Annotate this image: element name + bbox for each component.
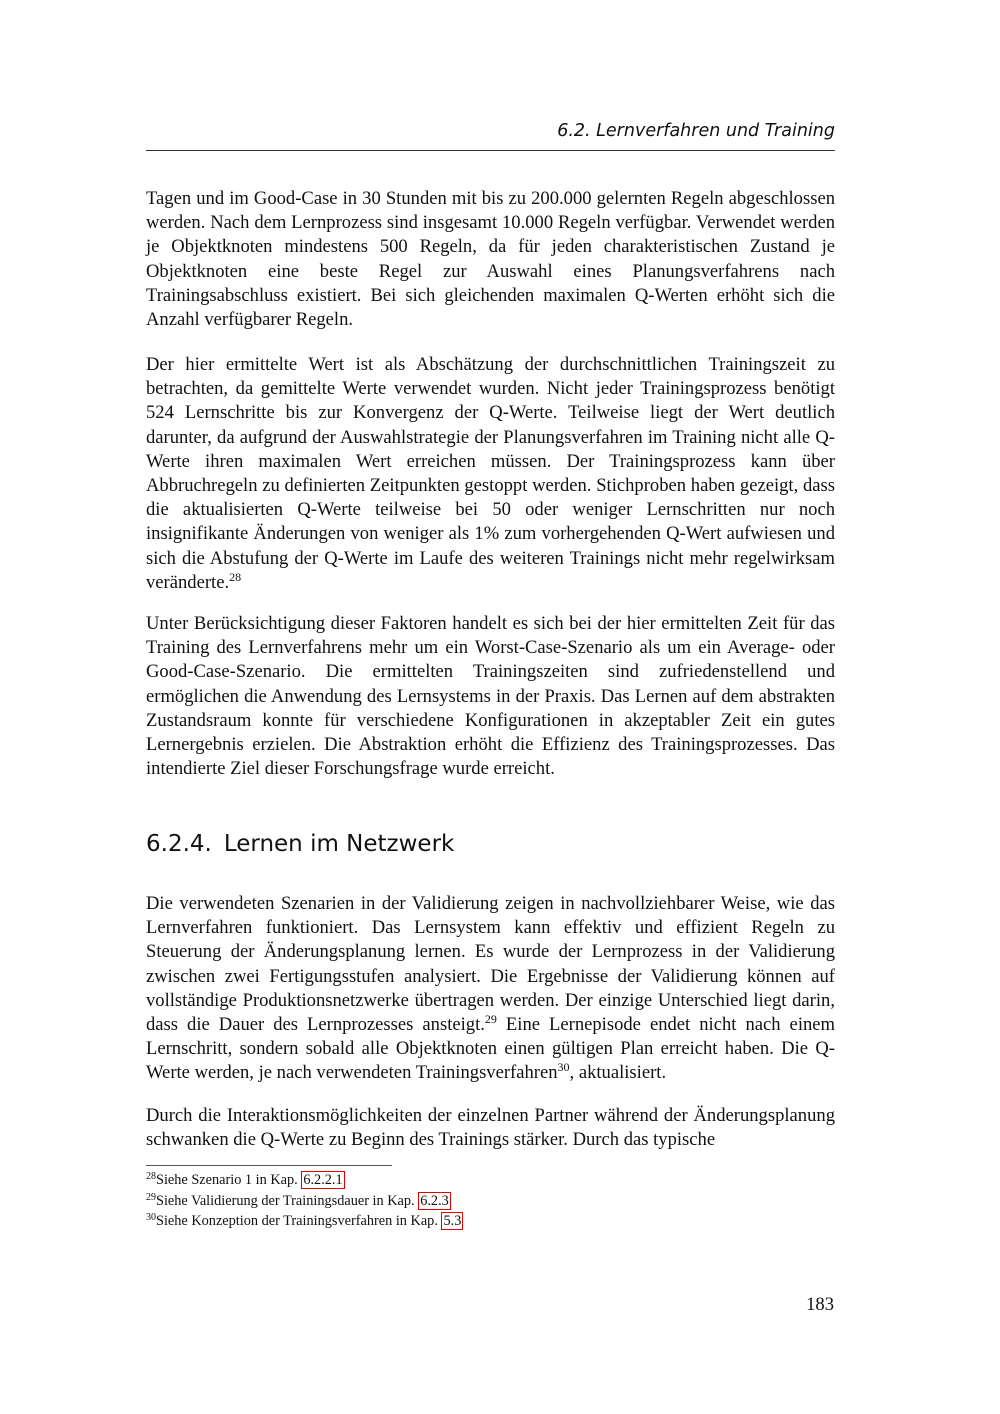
footnote-mark-29[interactable]: 29: [484, 1012, 497, 1027]
paragraph-5: [146, 1104, 835, 1152]
section-number: 6.2.4.: [146, 831, 212, 857]
footnote-28: [146, 1170, 835, 1191]
paragraph-4: [146, 892, 835, 1086]
paragraph-text: Unter Berücksichtigung dieser Faktoren handelt es sich bei der hier ermittelten Zeit für das Training des Lernverfahrens mehr um ein Worst-Case-Szenario als um ein Average- oder Good-Case-Szenario. Die ermittelten Trainingszeiten sind zufriedenstellend und ermöglichen die Anwendung des Lernsystems in der Praxis. Das Lernen auf dem abstrakten Zustandsraum konnte für verschiedene Konfigurationen in akzeptabler Zeit ein gutes Lernergebnis erzielen. Die Abstraktion erhöht die Effizienz des Trainingsprozesses. Das intendierte Ziel dieser Forschungsfrage wurde erreicht.: [146, 613, 835, 780]
cross-reference-link[interactable]: 5.3: [443, 1213, 462, 1229]
footnote-number: 29: [146, 1191, 156, 1203]
paragraph-1: [146, 187, 835, 332]
footnote-text: Siehe Konzeption der Trainingsverfahren in Kap.: [156, 1213, 442, 1229]
footnote-text: Siehe Szenario 1 in Kap.: [156, 1172, 302, 1188]
cross-reference-link[interactable]: 6.2.3: [420, 1192, 449, 1209]
header-rule: [146, 150, 835, 151]
footnote-mark-30[interactable]: 30: [557, 1060, 570, 1075]
footnote-text: Siehe Validierung der Trainingsdauer in Kap.: [156, 1192, 419, 1209]
paragraph-text: Durch die Interaktionsmöglichkeiten der einzelnen Partner während der Änderungsplanung schwanken die Q-Werte zu Beginn des Trainings stärker. Durch das typische: [146, 1105, 835, 1151]
paragraph-text: [146, 353, 835, 595]
paragraph-text-run: Der hier ermittelte Wert ist als Abschätzung der durchschnittlichen Trainingszeit zu betrachten, da gemittelte Werte verwendet wurden. Nicht jeder Trainingsprozess benötigt 524 Lernschritte bis zur Konvergenz der Q-Werte. Teilweise liegt der Wert deutlich darunter, da aufgrund der Auswahlstrategie der Planungsverfahren im Training nicht alle Q-Werte ihren maximalen Wert erreichen müssen. Der Trainingsprozess kann über Abbruchregeln zu definierten Zeitpunkten gestoppt werden. Stichproben haben gezeigt, dass die aktualisierten Q-Werte teilweise bei 50 oder weniger Lernschritten nur noch insignifikante Änderungen von weniger als 1% zum vorhergehenden Q-Wert aufwiesen und sich die Abstufung der Q-Werte im Laufe des weiteren Trainings nicht mehr regelwirksam veränderte.: [146, 354, 835, 593]
footnotes: [146, 1170, 835, 1232]
running-header: 6.2. Lernverfahren und Training: [557, 121, 835, 141]
paragraph-text-run: Die verwendeten Szenarien in der Validierung zeigen in nachvollziehbarer Weise, wie das Lernverfahren funktioniert. Das Lernsystem kann effektiv und effizient Regeln zu Steuerung der Änderungsplanung lernen. Es wurde der Lernprozess in der Validierung zwischen zwei Fertigungsstufen analysiert. Die Ergebnisse der Validierung können auf vollständige Produktionsnetzwerke übertragen werden. Der einzige Unterschied liegt darin, dass die Dauer des Lernprozesses ansteigt.: [146, 893, 835, 1036]
section-title: Lernen im Netzwerk: [223, 831, 455, 857]
footnote-30: [146, 1211, 835, 1232]
footnote-29: [146, 1191, 835, 1212]
paragraph-text: [146, 892, 835, 1086]
paragraph-2: [146, 353, 835, 595]
paragraph-text-run: Eine Lernepisode endet nicht nach einem Lernschritt, sondern sobald alle Objektknoten einen gültigen Plan erreicht haben. Die Q-Werte werden, je nach verwendeten Trainingsverfahren: [146, 1014, 835, 1084]
page-number: 183: [806, 1294, 834, 1315]
paragraph-text: Tagen und im Good-Case in 30 Stunden mit bis zu 200.000 gelernten Regeln abgeschlossen werden. Nach dem Lernprozess sind insgesamt 10.000 Regeln verfügbar. Verwendet werden je Objektknoten mindestens 500 Regeln, da für jeden charakteristischen Zustand je Objektknoten eine beste Regel zur Auswahl eines Planungsverfahrens nach Trainingsabschluss existiert. Bei sich gleichenden maximalen Q-Werten erhöht sich die Anzahl verfügbarer Regeln.: [146, 188, 835, 331]
footnote-number: 28: [146, 1171, 156, 1182]
paragraph-3: [146, 612, 835, 781]
paragraph-text-run: , aktualisiert.: [569, 1062, 667, 1084]
section-heading: [146, 831, 454, 857]
footnote-rule: [146, 1165, 392, 1166]
cross-reference-link[interactable]: 6.2.2.1: [303, 1172, 343, 1188]
footnote-mark-28[interactable]: 28: [229, 569, 242, 584]
footnote-number: 30: [146, 1212, 156, 1223]
